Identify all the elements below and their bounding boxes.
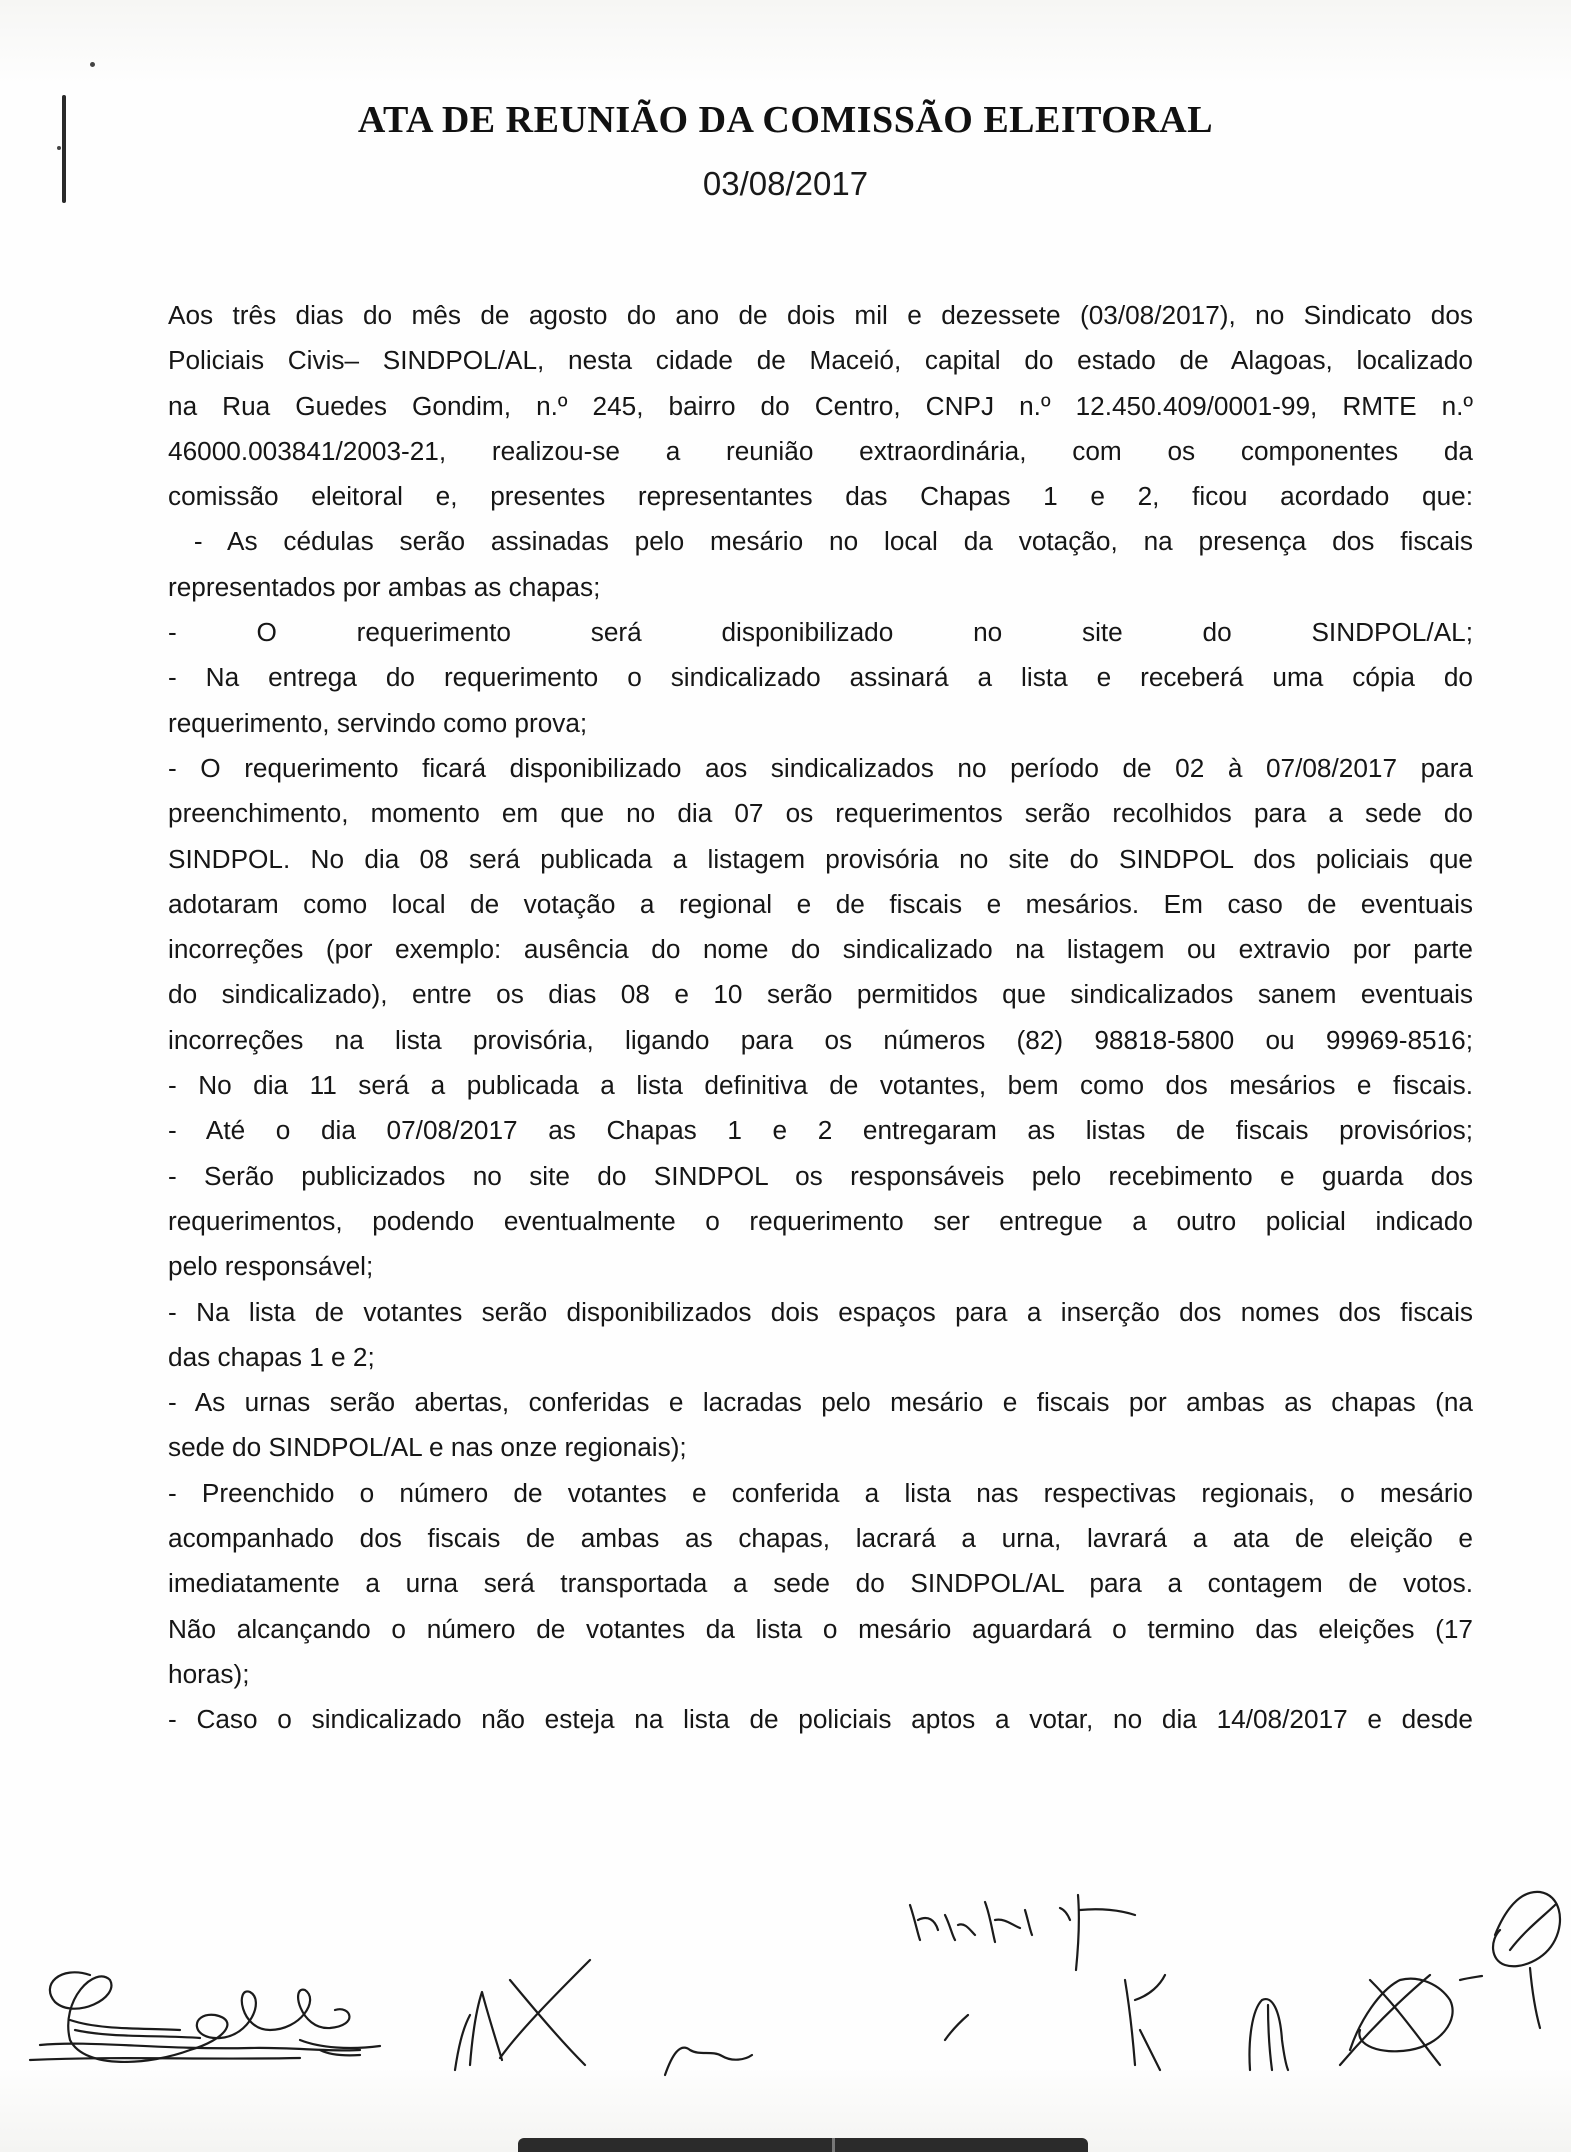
signature-mark bbox=[470, 1992, 502, 2065]
signature-mark bbox=[1530, 1968, 1540, 2028]
body-line: incorreções na lista provisória, ligando para os números (82) 98818-5800 ou 99969-8516; bbox=[168, 1024, 1473, 1055]
body-line: - Na lista de votantes serão disponibilizados dois espaços para a inserção dos nomes dos fiscais bbox=[168, 1296, 1473, 1327]
body-line: - Até o dia 07/08/2017 as Chapas 1 e 2 entregaram as listas de fiscais provisórios; bbox=[168, 1115, 1473, 1146]
body-line: - Serão publicizados no site do SINDPOL os responsáveis pelo recebimento e guarda dos bbox=[168, 1160, 1473, 1191]
body-line: - Caso o sindicalizado não esteja na lista de policiais aptos a votar, no dia 14/08/2017 e desde bbox=[168, 1704, 1473, 1735]
body-line: das chapas 1 e 2; bbox=[168, 1341, 375, 1372]
signature-mark bbox=[1125, 1975, 1165, 2070]
margin-dot bbox=[57, 146, 61, 150]
body-line: Não alcançando o número de votantes da lista o mesário aguardará o termino das eleições (17 bbox=[168, 1613, 1473, 1644]
body-line: incorreções (por exemplo: ausência do nome do sindicalizado na listagem ou extravio por parte bbox=[168, 934, 1473, 965]
body-line: preenchimento, momento em que no dia 07 os requerimentos serão recolhidos para a sede do bbox=[168, 798, 1473, 829]
body-line: horas); bbox=[168, 1658, 250, 1689]
signature-mark bbox=[985, 1902, 1032, 1942]
bottom-toolbar[interactable] bbox=[518, 2138, 1088, 2152]
body-line: - Na entrega do requerimento o sindicalizado assinará a lista e receberá uma cópia do bbox=[168, 662, 1473, 693]
signature-mark bbox=[1510, 1905, 1555, 1950]
body-line: - As cédulas serão assinadas pelo mesário no local da votação, na presença dos fiscais bbox=[168, 526, 1473, 557]
body-line: pelo responsável; bbox=[168, 1251, 374, 1282]
body-line: - As urnas serão abertas, conferidas e lacradas pelo mesário e fiscais por ambas as chapas (na bbox=[168, 1387, 1473, 1418]
signature-mark bbox=[500, 1960, 590, 2058]
body-line: comissão eleitoral e, presentes representantes das Chapas 1 e 2, ficou acordado que: bbox=[168, 481, 1473, 512]
body-line: SINDPOL. No dia 08 será publicada a listagem provisória no site do SINDPOL dos policiais que bbox=[168, 843, 1473, 874]
document-date: 03/08/2017 bbox=[702, 165, 869, 202]
signature-mark bbox=[910, 1905, 975, 1940]
signature-mark bbox=[510, 1980, 585, 2065]
body-line: - O requerimento será disponibilizado no site do SINDPOL/AL; bbox=[168, 617, 1473, 648]
signature-mark bbox=[30, 2058, 300, 2060]
signature-mark bbox=[1268, 2005, 1272, 2070]
margin-dot bbox=[90, 62, 95, 67]
signatures bbox=[0, 1880, 1571, 2152]
signature-mark bbox=[455, 2015, 470, 2070]
body-line: na Rua Guedes Gondim, n.º 245, bairro do Centro, CNPJ n.º 12.450.409/0001-99, RMTE n.º bbox=[168, 390, 1473, 421]
document-title: ATA DE REUNIÃO DA COMISSÃO ELEITORAL bbox=[357, 99, 1214, 141]
signature-mark bbox=[665, 2048, 752, 2075]
body-line: acompanhado dos fiscais de ambas as chapas, lacrará a urna, lavrará a ata de eleição e bbox=[168, 1523, 1473, 1554]
body-line: sede do SINDPOL/AL e nas onze regionais); bbox=[168, 1432, 687, 1463]
toolbar-divider bbox=[832, 2138, 835, 2152]
signature-mark bbox=[1060, 1895, 1135, 1970]
signature-mark bbox=[300, 2040, 380, 2055]
signature-mark bbox=[945, 2015, 968, 2040]
body-line: Policiais Civis– SINDPOL/AL, nesta cidade de Maceió, capital do estado de Alagoas, localizado bbox=[168, 345, 1473, 376]
signature-mark bbox=[1370, 1980, 1440, 2065]
document-body bbox=[168, 293, 1473, 1743]
signature-mark bbox=[1493, 1892, 1560, 1966]
signature-mark bbox=[70, 2020, 200, 2038]
body-line: requerimento, servindo como prova; bbox=[168, 707, 588, 738]
body-line: - O requerimento ficará disponibilizado aos sindicalizados no período de 02 à 07/08/2017 para bbox=[168, 752, 1473, 783]
body-line: Aos três dias do mês de agosto do ano de dois mil e dezessete (03/08/2017), no Sindicato dos bbox=[168, 300, 1473, 330]
body-line: representados por ambas as chapas; bbox=[168, 571, 601, 602]
body-line: do sindicalizado), entre os dias 08 e 10 serão permitidos que sindicalizados sanem eventuais bbox=[168, 979, 1473, 1010]
body-line: - No dia 11 será a publicada a lista definitiva de votantes, bem como dos mesários e fiscais. bbox=[168, 1070, 1473, 1101]
body-line: 46000.003841/2003-21, realizou-se a reunião extraordinária, com os componentes da bbox=[168, 435, 1473, 466]
body-line: requerimentos, podendo eventualmente o requerimento ser entregue a outro policial indicado bbox=[168, 1205, 1473, 1236]
body-line: adotaram como local de votação a regional e de fiscais e mesários. Em caso de eventuais bbox=[168, 888, 1473, 919]
signature-mark bbox=[1460, 1976, 1482, 1980]
body-line: imediatamente a urna será transportada a sede do SINDPOL/AL para a contagem de votos. bbox=[168, 1568, 1473, 1599]
body-line: - Preenchido o número de votantes e conferida a lista nas respectivas regionais, o mesário bbox=[168, 1477, 1473, 1508]
